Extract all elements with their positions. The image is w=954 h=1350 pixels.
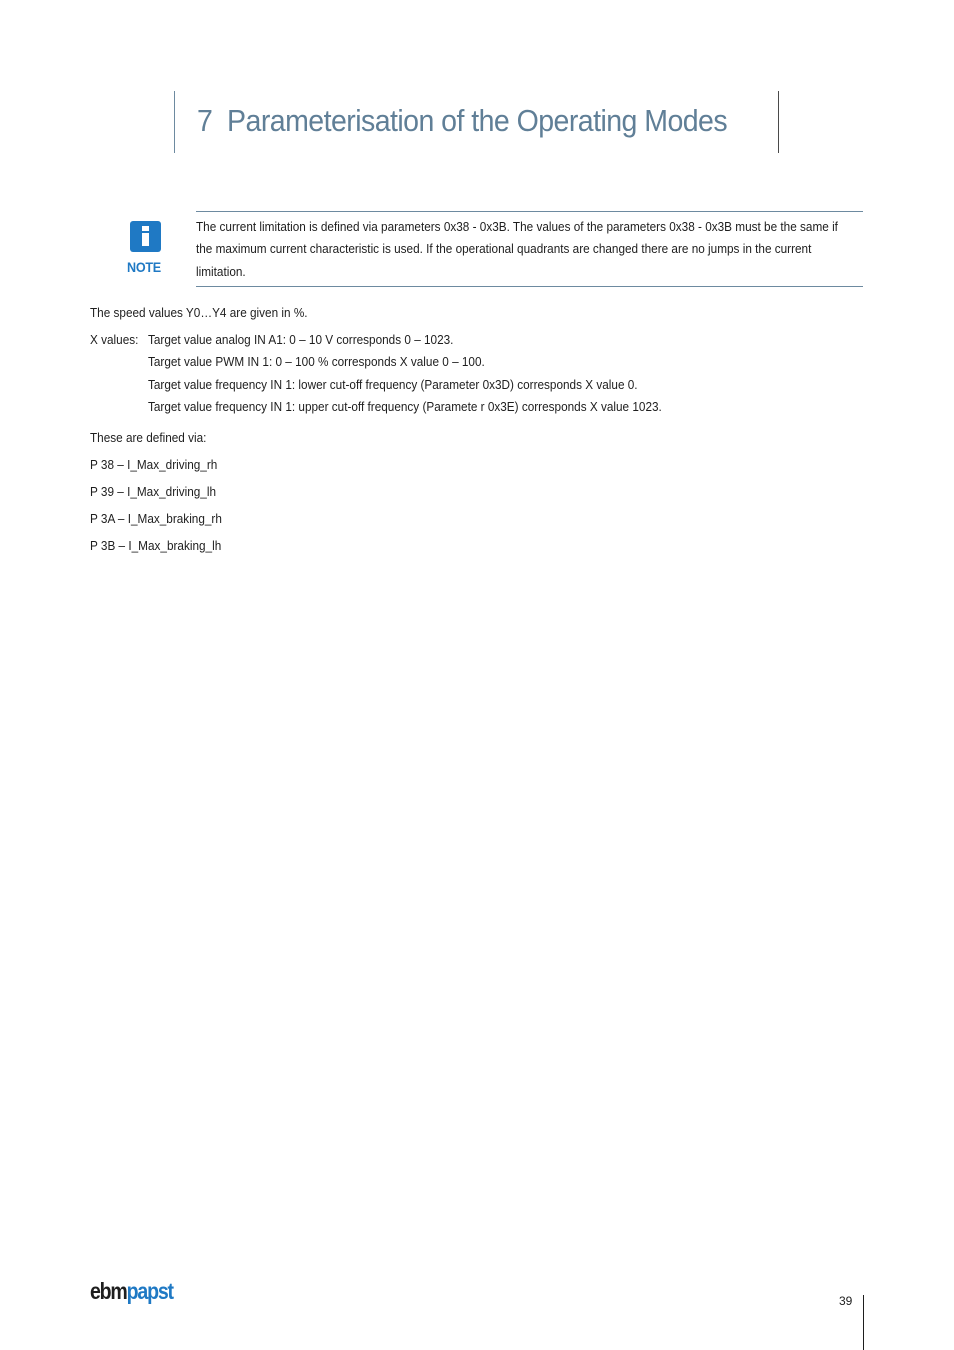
note-top-rule — [196, 211, 863, 212]
note-bottom-rule — [196, 286, 863, 287]
x-values-label: X values: — [90, 332, 139, 347]
info-icon-dot — [142, 226, 149, 231]
parameter-item: P 3B – I_Max_braking_lh — [90, 538, 222, 553]
note-label: NOTE — [127, 259, 161, 275]
footer-bar — [863, 1295, 864, 1350]
parameter-item: P 39 – I_Max_driving_lh — [90, 484, 217, 499]
speed-values-text: The speed values Y0…Y4 are given in %. — [90, 305, 308, 320]
info-icon-stem — [142, 233, 149, 246]
page-number: 39 — [839, 1294, 853, 1308]
chapter-title-text: Parameterisation of the Operating Modes — [227, 103, 728, 138]
x-value-line: Target value frequency IN 1: upper cut-off frequency (Paramete r 0x3E) corresponds X value 1023. — [148, 399, 662, 414]
parameter-item: P 3A – I_Max_braking_rh — [90, 511, 222, 526]
header-right-bar — [778, 91, 779, 153]
note-text: The current limitation is defined via parameters 0x38 - 0x3B. The values of the parameters 0x38 - 0x3B must be the same if the maximum current characteristic is used. If the operational quadrants are changed there are no jumps in the current limitation. — [196, 219, 838, 279]
chapter-number: 7 — [197, 103, 213, 138]
defined-via-text: These are defined via: — [90, 430, 207, 445]
x-value-line: Target value PWM IN 1: 0 – 100 % corresponds X value 0 – 100. — [148, 354, 485, 369]
x-value-line: Target value frequency IN 1: lower cut-off frequency (Parameter 0x3D) corresponds X value 0. — [148, 377, 638, 392]
x-value-line: Target value analog IN A1: 0 – 10 V corresponds 0 – 1023. — [148, 332, 454, 347]
info-icon — [130, 221, 161, 252]
chapter-title — [197, 103, 727, 139]
parameter-item: P 38 – I_Max_driving_rh — [90, 457, 218, 472]
logo-papst: papst — [126, 1278, 173, 1304]
logo-ebm: ebm — [90, 1278, 127, 1304]
ebmpapst-logo — [90, 1278, 173, 1305]
header-left-bar — [174, 91, 175, 153]
